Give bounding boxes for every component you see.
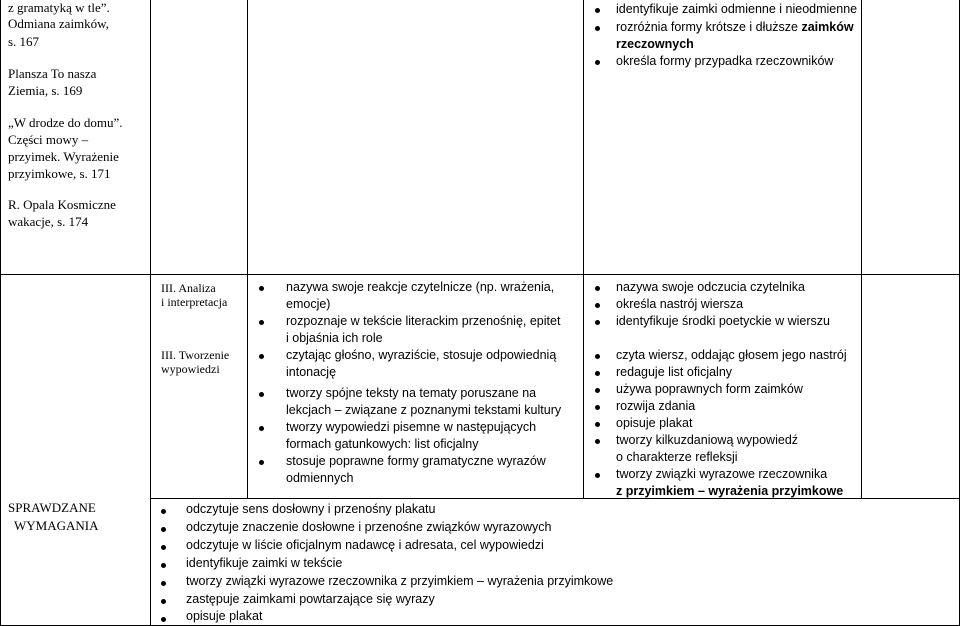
bullet-icon	[161, 581, 166, 586]
bullet-icon	[595, 8, 600, 13]
checked-item: odczytuje znaczenie dosłowne i przenośne związków wyrazowych	[186, 520, 552, 534]
left-text-line: Odmiana zaimków,	[8, 16, 109, 31]
checked-item: tworzy związki wyrazowe rzeczownika z przyimkiem – wyrażenia przyimkowe	[186, 574, 614, 588]
requirement-item: tworzy spójne teksty na tematy poruszane na	[286, 386, 537, 400]
left-text-line: „W drodze do domu”.	[8, 115, 123, 130]
requirement-item: tworzy wypowiedzi pisemne w następujących	[286, 420, 537, 434]
requirement-item: redaguje list oficjalny	[616, 365, 733, 379]
bullet-icon	[161, 545, 166, 550]
left-text-line: przyimek. Wyrażenie	[8, 149, 119, 164]
requirement-item: czytając głośno, wyraziście, stosuje odpowiednią	[286, 348, 557, 362]
left-text-line: Części mowy –	[8, 132, 89, 147]
bullet-icon	[161, 563, 166, 568]
requirement-item: lekcjach – związane z poznanymi tekstami kultury	[286, 403, 562, 417]
bullet-icon	[595, 320, 600, 325]
requirement-item: opisuje plakat	[616, 416, 693, 430]
stage-label: III. Analiza	[161, 281, 216, 295]
checked-item: opisuje plakat	[186, 609, 263, 623]
requirement-item: rozwija zdania	[616, 399, 696, 413]
left-text-line: przyimkowe, s. 171	[8, 166, 111, 181]
requirement-item: stosuje poprawne formy gramatyczne wyrazów	[286, 454, 546, 468]
requirement-item: formach gatunkowych: list oficjalny	[286, 437, 479, 451]
bullet-icon	[595, 303, 600, 308]
requirement-item: o charakterze refleksji	[616, 450, 738, 464]
checked-item: odczytuje sens dosłowny i przenośny plakatu	[186, 502, 436, 516]
section-label: SPRAWDZANE	[8, 500, 96, 515]
table-border	[0, 0, 1, 626]
bullet-icon	[595, 26, 600, 31]
bullet-icon	[161, 527, 166, 532]
stage-label: i interpretacja	[161, 295, 228, 309]
bullet-icon	[161, 599, 166, 604]
bullet-icon	[595, 388, 600, 393]
table-border	[861, 0, 862, 498]
requirement-item: tworzy kilkuzdaniową wypowiedź	[616, 433, 799, 447]
bullet-icon	[595, 439, 600, 444]
requirement-item: rozpoznaje w tekście literackim przenośnię, epitet	[286, 314, 561, 328]
requirement-item: identyfikuje zaimki odmienne i nieodmienne	[616, 2, 858, 16]
left-text-line: Plansza To nasza	[8, 66, 97, 81]
bullet-icon	[259, 320, 264, 325]
checked-item: odczytuje w liście oficjalnym nadawcę i adresata, cel wypowiedzi	[186, 538, 544, 552]
requirement-item: i objaśnia ich role	[286, 331, 383, 345]
requirement-item: używa poprawnych form zaimków	[616, 382, 803, 396]
bullet-icon	[259, 426, 264, 431]
requirement-text: rozróżnia formy krótsze i dłuższe	[616, 20, 802, 34]
requirement-item: określa formy przypadka rzeczowników	[616, 54, 834, 68]
checked-item: zastępuje zaimkami powtarzające się wyrazy	[186, 592, 435, 606]
requirement-item: identyfikuje środki poetyckie w wierszu	[616, 314, 830, 328]
requirement-bold-text: z przyimkiem – wyrażenia przyimkowe	[616, 484, 844, 498]
bullet-icon	[595, 422, 600, 427]
bullet-icon	[595, 354, 600, 359]
requirement-item: czyta wiersz, oddając głosem jego nastrój	[616, 348, 847, 362]
requirement-item: określa nastrój wiersza	[616, 297, 744, 311]
left-text-line: wakacje, s. 174	[8, 214, 89, 229]
left-text-line: s. 167	[8, 34, 40, 49]
stage-label: wypowiedzi	[161, 362, 220, 376]
bullet-icon	[259, 286, 264, 291]
left-text-line: R. Opala Kosmiczne	[8, 197, 116, 212]
requirement-item	[616, 19, 854, 35]
requirement-item: nazywa swoje odczucia czytelnika	[616, 280, 805, 294]
requirement-item: intonację	[286, 365, 337, 379]
checked-item: identyfikuje zaimki w tekście	[186, 556, 343, 570]
requirement-item: emocje)	[286, 297, 331, 311]
table-border	[583, 0, 584, 498]
table-border	[247, 0, 248, 498]
bullet-icon	[259, 354, 264, 359]
stage-label: III. Tworzenie	[161, 348, 230, 362]
section-label: WYMAGANIA	[14, 518, 99, 533]
requirement-bold-text: rzeczownych	[616, 37, 694, 51]
bullet-icon	[259, 392, 264, 397]
bullet-icon	[595, 286, 600, 291]
requirement-item: odmiennych	[286, 471, 354, 485]
table-border	[0, 274, 960, 275]
bullet-icon	[595, 405, 600, 410]
bullet-icon	[595, 60, 600, 65]
requirement-item: tworzy związki wyrazowe rzeczownika	[616, 467, 828, 481]
bullet-icon	[161, 617, 166, 622]
bullet-icon	[161, 509, 166, 514]
left-text-line: Ziemia, s. 169	[8, 83, 83, 98]
bullet-icon	[595, 371, 600, 376]
bullet-icon	[595, 473, 600, 478]
requirement-item: nazywa swoje reakcje czytelnicze (np. wrażenia,	[286, 280, 555, 294]
bullet-icon	[259, 460, 264, 465]
left-text-line: z gramatyką w tle”.	[8, 0, 110, 15]
requirement-bold-text: zaimków	[801, 20, 854, 34]
table-border	[150, 0, 151, 626]
